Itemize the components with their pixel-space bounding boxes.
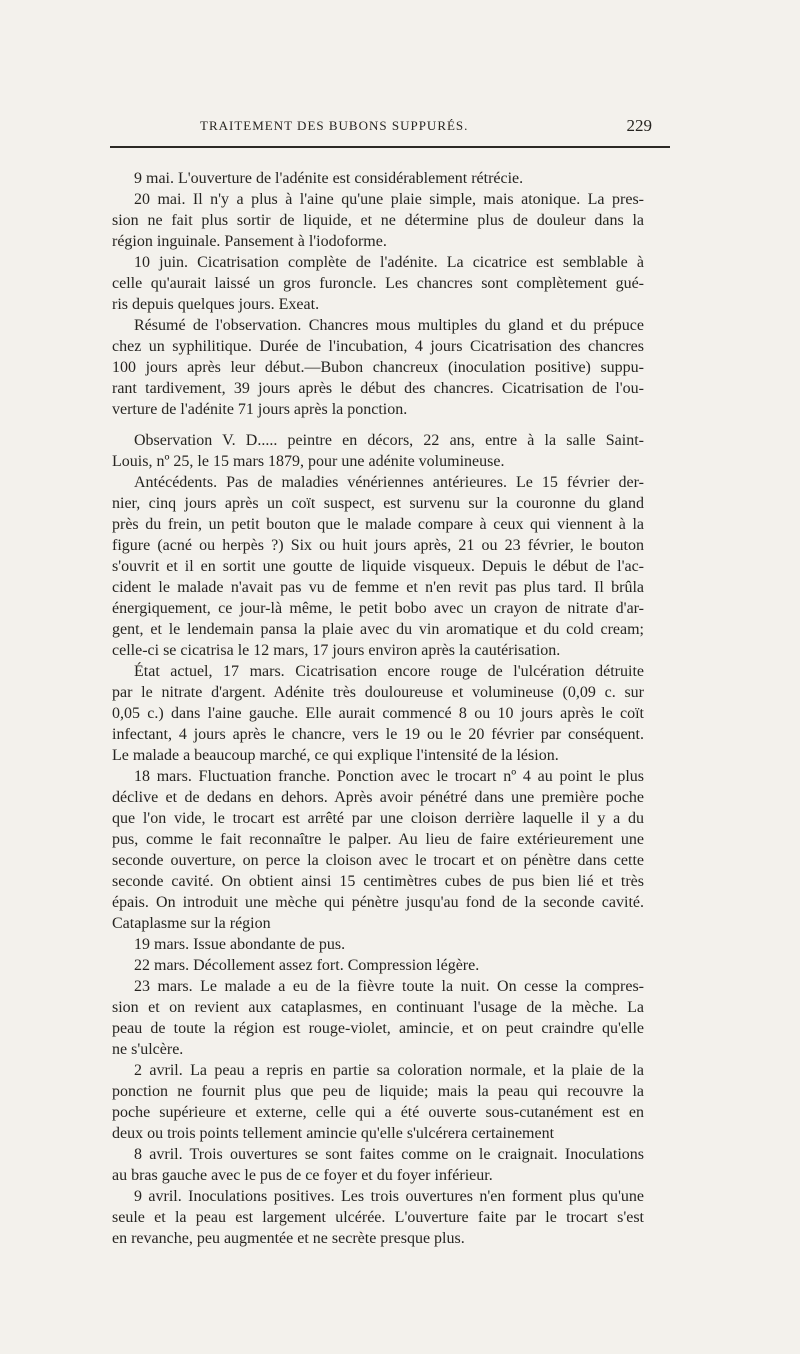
text-line: rant tardivement, 39 jours après le début des chancres. Cicatrisation de l'ou- <box>112 380 644 397</box>
text-line: ponction ne fournit plus que peu de liquide; mais la peau qui recouvre la <box>112 1083 644 1100</box>
text-line: 10 juin. Cicatrisation complète de l'adénite. La cicatrice est semblable à <box>134 254 644 271</box>
text-line: seconde ouverture, on perce la cloison avec le trocart et on pénètre dans cette <box>112 852 644 869</box>
text-line: celle qu'aurait laissé un gros furoncle. Les chancres sont complètement gué- <box>112 275 644 292</box>
text-line: 20 mai. Il n'y a plus à l'aine qu'une plaie simple, mais atonique. La pres- <box>134 191 644 208</box>
text-line: que l'on vide, le trocart est arrêté par une cloison derrière laquelle il y a du <box>112 810 644 827</box>
text-line: État actuel, 17 mars. Cicatrisation encore rouge de l'ulcération détruite <box>134 663 644 680</box>
text-line: seule et la peau est largement ulcérée. L'ouverture faite par le trocart s'est <box>112 1209 644 1226</box>
text-line: ris depuis quelques jours. Exeat. <box>112 296 320 313</box>
paragraph <box>112 976 644 1060</box>
text-line: énergiquement, ce jour-là même, le petit bobo avec un crayon de nitrate d'ar- <box>112 600 644 617</box>
text-line: Observation V. D..... peintre en décors, 22 ans, entre à la salle Saint- <box>134 432 644 449</box>
text-line: 8 avril. Trois ouvertures se sont faites comme on le craignait. Inoculations <box>134 1146 644 1163</box>
text-line: cident le malade n'avait pas vu de femme et n'en revit pas plus tard. Il brûla <box>112 579 644 596</box>
text-line: 0,05 c.) dans l'aine gauche. Elle aurait commencé 8 ou 10 jours après le coït <box>112 705 644 722</box>
text-line: 9 mai. L'ouverture de l'adénite est considérablement rétrécie. <box>134 170 524 187</box>
text-line: deux ou trois points tellement amincie qu'elle s'ulcérera certainement <box>112 1125 555 1142</box>
text-line: par le nitrate d'argent. Adénite très douloureuse et volumineuse (0,09 c. sur <box>112 684 644 701</box>
paragraph <box>112 315 644 420</box>
paragraph <box>112 168 644 189</box>
text-line: 9 avril. Inoculations positives. Les trois ouvertures n'en forment plus qu'une <box>134 1188 644 1205</box>
text-line: 18 mars. Fluctuation franche. Ponction avec le trocart nº 4 au point le plus <box>134 768 644 785</box>
paragraph-gap <box>112 420 644 430</box>
text-line: nier, cinq jours après un coït suspect, est survenu sur la couronne du gland <box>112 495 644 512</box>
header-rule <box>110 146 670 148</box>
text-line: 23 mars. Le malade a eu de la fièvre toute la nuit. On cesse la compres- <box>134 978 644 995</box>
paragraph <box>112 472 644 661</box>
text-line: Cataplasme sur la région <box>112 915 271 932</box>
paragraph <box>112 934 644 955</box>
paragraph <box>112 661 644 766</box>
text-line: figure (acné ou herpès ?) Six ou huit jours après, 21 ou 23 février, le bouton <box>112 537 644 554</box>
text-line: en revanche, peu augmentée et ne secrète presque plus. <box>112 1230 465 1247</box>
paragraph <box>112 955 644 976</box>
text-line: sion et on revient aux cataplasmes, en continuant l'usage de la mèche. La <box>112 999 644 1016</box>
text-line: poche supérieure et externe, celle qui a été ouverte sous-cutanément est en <box>112 1104 644 1121</box>
paragraph <box>112 252 644 315</box>
page-header <box>140 118 652 140</box>
paragraph <box>112 1186 644 1249</box>
text-line: près du frein, un petit bouton que le malade compare à ceux qui viennent à la <box>112 516 644 533</box>
text-line: Antécédents. Pas de maladies vénériennes antérieures. Le 15 février der- <box>134 474 644 491</box>
text-line: gent, et le lendemain pansa la plaie avec du vin aromatique et du cold cream; <box>112 621 644 638</box>
body-text <box>112 168 644 1249</box>
text-line: au bras gauche avec le pus de ce foyer et du foyer inférieur. <box>112 1167 493 1184</box>
text-line: infectant, 4 jours après le chancre, vers le 19 ou le 20 février par conséquent. <box>112 726 644 743</box>
text-line: sion ne fait plus sortir de liquide, et ne détermine plus de douleur dans la <box>112 212 644 229</box>
text-line: 2 avril. La peau a repris en partie sa coloration normale, et la plaie de la <box>134 1062 644 1079</box>
paragraph <box>112 189 644 252</box>
text-line: pus, comme le fait reconnaître le palper. Au lieu de faire extérieurement une <box>112 831 644 848</box>
text-line: Le malade a beaucoup marché, ce qui explique l'intensité de la lésion. <box>112 747 559 764</box>
paragraph <box>112 1060 644 1144</box>
text-line: épais. On introduit une mèche qui pénètre jusqu'au fond de la seconde cavité. <box>112 894 644 911</box>
text-line: déclive et de dedans en dehors. Après avoir pénétré dans une première poche <box>112 789 644 806</box>
text-line: peau de toute la région est rouge-violet, amincie, et on peut craindre qu'elle <box>112 1020 644 1037</box>
text-line: Résumé de l'observation. Chancres mous multiples du gland et du prépuce <box>134 317 644 334</box>
page-number: 229 <box>626 116 652 135</box>
text-line: celle-ci se cicatrisa le 12 mars, 17 jours environ après la cautérisation. <box>112 642 561 659</box>
text-line: chez un syphilitique. Durée de l'incubation, 4 jours Cicatrisation des chancres <box>112 338 644 355</box>
text-line: 100 jours après leur début.—Bubon chancreux (inoculation positive) suppu- <box>112 359 644 376</box>
paragraph <box>112 1144 644 1186</box>
text-line: verture de l'adénite 71 jours après la ponction. <box>112 401 408 418</box>
text-line: Louis, nº 25, le 15 mars 1879, pour une adénite volumineuse. <box>112 453 505 470</box>
paragraph <box>112 430 644 472</box>
text-line: 19 mars. Issue abondante de pus. <box>134 936 346 953</box>
text-line: s'ouvrit et il en sortit une goutte de liquide visqueux. Depuis le début de l'ac- <box>112 558 644 575</box>
text-line: région inguinale. Pansement à l'iodoforme. <box>112 233 387 250</box>
text-line: 22 mars. Décollement assez fort. Compression légère. <box>134 957 480 974</box>
text-line: seconde cavité. On obtient ainsi 15 centimètres cubes de pus bien lié et très <box>112 873 644 890</box>
text-line: ne s'ulcère. <box>112 1041 184 1058</box>
running-title: TRAITEMENT DES BUBONS SUPPURÉS. <box>200 118 469 133</box>
paragraph <box>112 766 644 934</box>
